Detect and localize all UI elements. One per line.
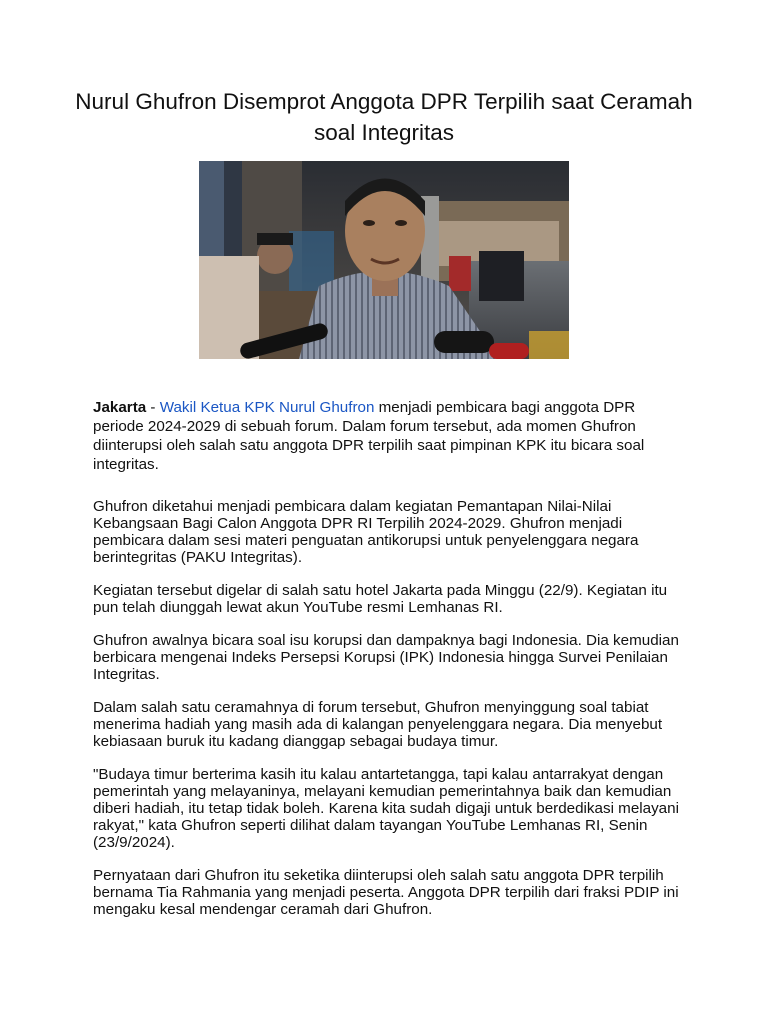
lead-paragraph	[93, 398, 683, 474]
news-photo	[199, 161, 569, 359]
article-paragraph: Pernyataan dari Ghufron itu seketika diinterupsi oleh salah satu anggota DPR terpilih bernama Tia Rahmania yang menjadi peserta. Anggota DPR terpilih dari fraksi PDIP ini mengaku kesal mendengar ceramah dari Ghufron.	[93, 867, 679, 918]
dateline: Jakarta	[93, 399, 147, 416]
article-body	[93, 398, 683, 934]
article-title: Nurul Ghufron Disemprot Anggota DPR Terpilih saat Ceramah soal Integritas	[75, 89, 693, 145]
article-paragraph: Kegiatan tersebut digelar di salah satu hotel Jakarta pada Minggu (22/9). Kegiatan itu pun telah diunggah lewat akun YouTube resmi Lemhanas RI.	[93, 582, 668, 616]
article-paragraph: Ghufron awalnya bicara soal isu korupsi dan dampaknya bagi Indonesia. Dia kemudian berbicara mengenai Indeks Persepsi Korupsi (IPK) Indonesia hingga Survei Penilaian Integritas.	[93, 632, 679, 683]
kpk-official-link[interactable]: Wakil Ketua KPK Nurul Ghufron	[159, 399, 375, 416]
lead-text: menjadi pembicara bagi anggota DPR periode 2024-2029 di sebuah forum. Dalam forum tersebut, ada momen Ghufron diinterupsi oleh salah satu anggota DPR terpilih saat pimpinan KPK itu bicara soal integritas.	[93, 399, 645, 473]
article-quote-paragraph: "Budaya timur berterima kasih itu kalau antartetangga, tapi kalau antarrakyat dengan pemerintah yang melayaninya, melayani kemudian pemerintahnya baik dan kemudian diberi hadiah, itu tetap tidak boleh. Karena kita sudah digaji untuk berdedikasi melayani rakyat," kata Ghufron seperti dilihat dalam tayangan YouTube Lemhanas RI, Senin (23/9/2024).	[93, 766, 679, 851]
article-paragraph: Dalam salah satu ceramahnya di forum tersebut, Ghufron menyinggung soal tabiat menerima hadiah yang masih ada di kalangan penyelenggara negara. Dia menyebut kebiasaan buruk itu kadang dianggap sebagai budaya timur.	[93, 699, 663, 750]
dateline-separator: -	[146, 399, 160, 416]
article-paragraph: Ghufron diketahui menjadi pembicara dalam kegiatan Pemantapan Nilai-Nilai Kebangsaan Bagi Calon Anggota DPR RI Terpilih 2024-2029. Ghufron menjadi pembicara dalam sesi materi penguatan antikorupsi untuk penyelenggara negara berintegritas (PAKU Integritas).	[93, 498, 639, 566]
